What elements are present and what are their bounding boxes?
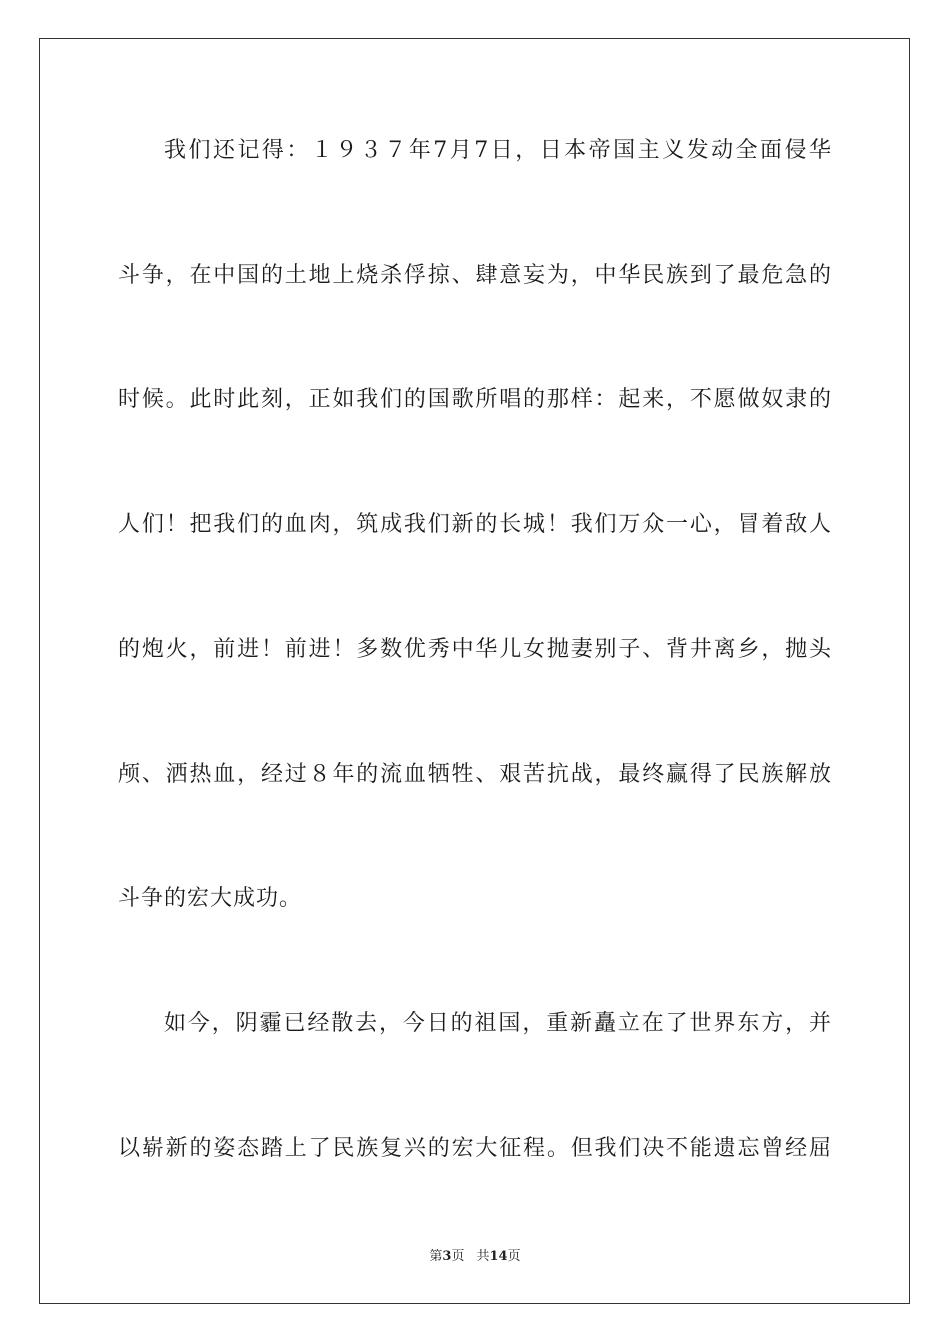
paragraph-1-line-4: 人们！把我们的血肉，筑成我们新的长城！我们万众一心，冒着敌人 — [118, 512, 832, 537]
page-prefix: 第 — [429, 1249, 443, 1264]
page-footer — [0, 1248, 950, 1266]
page-number: 3 — [442, 1249, 452, 1264]
total-suffix: 页 — [507, 1249, 521, 1264]
page-border — [39, 38, 910, 1304]
paragraph-1-line-5: 的炮火，前进！前进！多数优秀中华儿女抛妻别子、背井离乡，抛头 — [118, 637, 832, 662]
paragraph-1-line-6: 颅、洒热血，经过８年的流血牺牲、艰苦抗战，最终赢得了民族解放 — [118, 762, 832, 787]
paragraph-1-line-1: 我们还记得：１９３７年7月7日，日本帝国主义发动全面侵华 — [164, 138, 832, 163]
paragraph-1-line-2: 斗争，在中国的土地上烧杀俘掠、肆意妄为，中华民族到了最危急的 — [118, 263, 832, 288]
total-prefix: 共 — [476, 1249, 490, 1264]
total-pages: 14 — [489, 1249, 508, 1264]
paragraph-2-line-2: 以崭新的姿态踏上了民族复兴的宏大征程。但我们决不能遗忘曾经屈 — [118, 1136, 832, 1161]
paragraph-2-line-1: 如今，阴霾已经散去，今日的祖国，重新矗立在了世界东方，并 — [164, 1011, 832, 1036]
paragraph-1-line-3: 时候。此时此刻，正如我们的国歌所唱的那样：起来，不愿做奴隶的 — [118, 387, 832, 412]
paragraph-1-line-7: 斗争的宏大成功。 — [118, 886, 303, 911]
page-suffix: 页 — [451, 1249, 465, 1264]
